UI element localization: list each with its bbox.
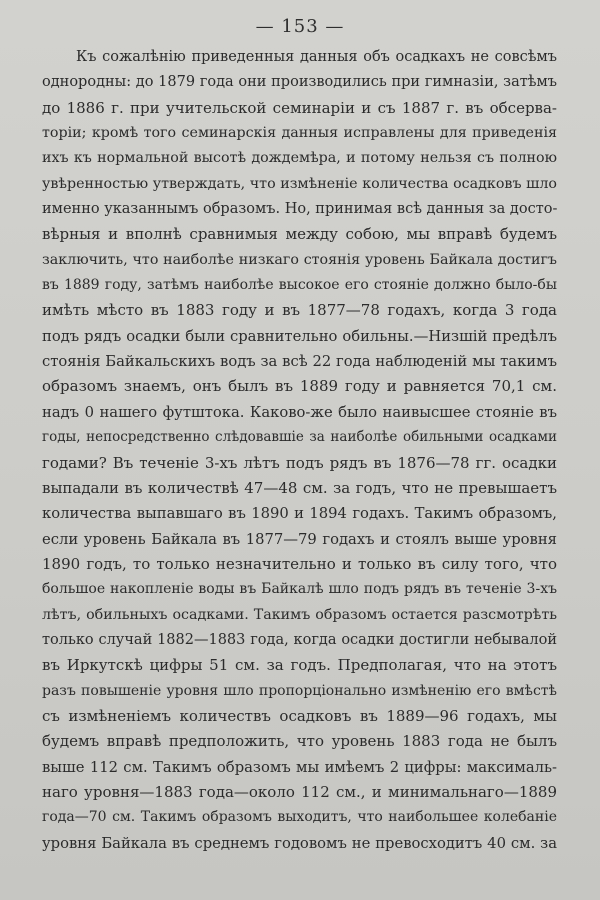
text-line: имѣть мѣсто въ 1883 году и въ 1877—78 годахъ, когда 3 года [42,301,557,320]
text-line: ихъ къ нормальной высотѣ дождемѣра, и потому нельзя съ полною [42,150,557,167]
text-line: если уровень Байкала въ 1877—79 годахъ и стоялъ выше уровня [42,530,557,548]
text-line: выпадали въ количествѣ 47—48 см. за годъ, что не превышаетъ [42,478,557,497]
text-line: образомъ знаемъ, онъ былъ въ 1889 году и равняется 70,1 см. [42,377,557,396]
text-line: только случай 1882—1883 года, когда осадки достигли небывалой [42,631,557,648]
text-line: заключить, что наиболѣе низкаго стоянія уровень Байкала достигъ [42,251,557,268]
text-line: наго уровня—1883 года—около 112 см., и минимальнаго—1889 [42,782,557,801]
text-line: торіи; кромѣ того семинарскія данныя исправлены для приведенія [42,125,557,142]
text-line: выше 112 см. Такимъ образомъ мы имѣемъ 2 цифры: максималь- [42,758,557,776]
text-line: надъ 0 нашего футштока. Каково-же было наивысшее стояніе въ [42,403,557,421]
text-line: большое накопленіе воды въ Байкалѣ шло подъ рядъ въ теченіе 3-хъ [42,581,557,598]
text-line: до 1886 г. при учительской семинаріи и съ 1887 г. въ обсерва- [42,98,557,117]
text-line: будемъ вправѣ предположить, что уровень 1883 года не былъ [42,732,557,751]
text-line: съ измѣненіемъ количествъ осадковъ въ 1889—96 годахъ, мы [42,706,557,725]
text-line: количества выпавшаго въ 1890 и 1894 годахъ. Такимъ образомъ, [42,505,557,523]
text-line: однородны: до 1879 года они производились при гимназіи, затѣмъ [42,74,557,91]
text-line: вѣрныя и вполнѣ сравнимыя между собою, мы вправѣ будемъ [42,225,557,244]
text-line: годы, непосредственно слѣдовавшіе за наиболѣе обильными осадками [42,429,557,446]
text-line: увѣренностью утверждать, что измѣненіе количества осадковъ шло [42,175,557,192]
text-line: подъ рядъ осадки были сравнительно обильны.—Низшій предѣлъ [42,327,557,345]
body-text [42,45,557,856]
text-line: въ Иркутскѣ цифры 51 см. за годъ. Предполагая, что на этотъ [42,656,557,675]
text-line: стоянія Байкальскихъ водъ за всѣ 22 года наблюденій мы такимъ [42,353,557,371]
page-number: — 153 — [255,16,345,37]
text-line: 1890 годъ, то только незначительно и только въ силу того, что [42,554,557,573]
text-line: въ 1889 году, затѣмъ наиболѣе высокое его стояніе должно было-бы [42,277,557,294]
text-line: лѣтъ, обильныхъ осадками. Такимъ образомъ остается разсмотрѣть [42,606,557,623]
text-line: года—70 см. Такимъ образомъ выходитъ, что наибольшее колебаніе [42,809,557,826]
text-line: именно указаннымъ образомъ. Но, принимая всѣ данныя за досто- [42,201,557,218]
text-line: уровня Байкала въ среднемъ годовомъ не превосходитъ 40 см. за [42,834,557,852]
text-line: Къ сожалѣнію приведенныя данныя объ осадкахъ не совсѣмъ [76,49,557,65]
text-line: разъ повышеніе уровня шло пропорціонально измѣненію его вмѣстѣ [42,682,557,699]
text-line: годами? Въ теченіе 3-хъ лѣтъ подъ рядъ въ 1876—78 гг. осадки [42,453,557,472]
